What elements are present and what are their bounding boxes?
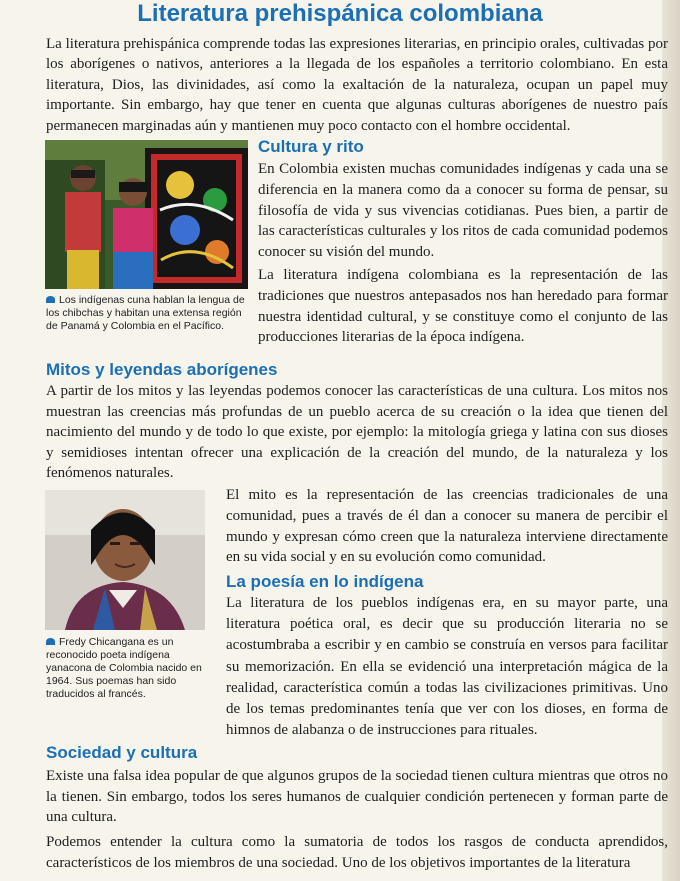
photo2-caption-text: Fredy Chicangana es un reconocido poeta indígena yanacona de Colombia nacido en 1964. Sus poemas han sido traducidos al francés. xyxy=(46,636,202,700)
heading-mitos: Mitos y leyendas aborígenes xyxy=(46,360,278,379)
poesia-paragraph: La literatura de los pueblos indígenas era, en su mayor parte, una literatura poética oral, es decir que su producción literaria no se acostumbraba a escribir y en cambio se construía en versos para facilitar su memorización. En ella se evidenció una interpretación mágica de la realidad, característica común a todas las civilizaciones primitivas. Uno de los temas predominantes tenía que ver con los dioses, en forma de himnos de alabanza o de instrucciones para rituales. xyxy=(226,595,668,739)
intro-paragraph: La literatura prehispánica comprende todas las expresiones literarias, en principio orales, cultivadas por los aborígenes o nativos, anteriores a la llegada de los españoles a territorio colombiano. En esta literatura, Dios, las divinidades, así como la exaltación de la naturaleza, ocupan un papel muy importante. Sin embargo, hay que tener en cuenta que algunas culturas aborígenes de nuestro país permanecen marginadas aún y mantienen muy poco contacto con el hombre occidental. xyxy=(46,36,668,134)
sociedad-paragraph-2: Podemos entender la cultura como la sumatoria de todos los rasgos de conducta aprendidos, característicos de los miembros de una sociedad. Uno de los objetivos importantes de la literatura xyxy=(46,834,668,871)
heading-sociedad: Sociedad y cultura xyxy=(46,743,198,762)
caption-bullet-icon xyxy=(46,296,55,303)
heading-poesia: La poesía en lo indígena xyxy=(226,572,424,591)
photo-cuna-women xyxy=(45,140,248,289)
photo-fredy-chicangana xyxy=(45,490,205,630)
photo-cuna-women-image xyxy=(45,140,248,289)
page-title: Literatura prehispánica colombiana xyxy=(137,0,543,27)
photo1-caption-text: Los indígenas cuna hablan la lengua de los chibchas y habitan una extensa región de Panamá y Colombia en el Pacífico. xyxy=(46,294,245,332)
caption-bullet-icon xyxy=(46,638,55,645)
mitos-paragraph-2: El mito es la representación de las creencias tradicionales de una comunidad, pues a través de él dan a conocer su manera de percibir el mundo y expresan cómo creen que la naturaleza interviene directamente en su vida social y en su evolución como comunidad. xyxy=(226,487,668,566)
heading-cultura-rito: Cultura y rito xyxy=(258,137,364,156)
cultura-rito-paragraph-1: En Colombia existen muchas comunidades indígenas y cada una se diferencia en la manera como da a conocer su forma de pensar, su filosofía de vida y sus vivencias cotidianas. Pues bien, a partir de las características culturales y los ritos de cada comunidad podemos conocer su visión del mundo. xyxy=(258,161,668,261)
photo-fredy-chicangana-image xyxy=(45,490,205,630)
photo1-caption xyxy=(46,294,246,333)
cultura-rito-paragraph-2: La literatura indígena colombiana es la representación de las tradiciones que nuestros antepasados nos han heredado para formar nuestra identidad cultural, y se constituye como el conjunto de las producciones literarias de la época indígena. xyxy=(258,267,668,346)
sociedad-paragraph-1: Existe una falsa idea popular de que algunos grupos de la sociedad tienen cultura mientras que otros no la tienen. Sin embargo, todos los seres humanos de cualquier condición pertenecen y forman parte de una cultura. xyxy=(46,768,668,825)
mitos-paragraph-1: A partir de los mitos y las leyendas podemos conocer las características de una cultura. Los mitos nos muestran las creencias más profundas de un pueblo acerca de su creación o la idea que tienen del nacimiento del mundo y de todo lo que existe, por ejemplo: la mitología griega y latina con sus dioses y semidioses intentan ofrecer una explicación de la creación del mundo, de la naturaleza y los fenómenos naturales. xyxy=(46,383,668,481)
photo2-caption xyxy=(46,636,211,701)
